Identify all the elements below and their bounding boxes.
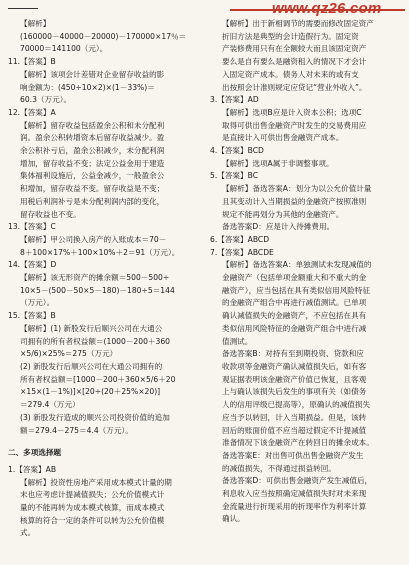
right_lines-line: 确认。 bbox=[222, 514, 245, 524]
right_lines-line: 人的信用评级已提高等），原确认的减值损失 bbox=[222, 400, 371, 410]
left_lines-line: (2) 新股发行后顺兴公司在大通公司拥有的 bbox=[20, 361, 163, 371]
left_lines-line: 【解析】该无形资产的摊余额＝500－500÷ bbox=[20, 273, 170, 283]
right_lines-line: 上与确认该损失后发生的事项有关（如债务 bbox=[222, 387, 367, 397]
left-column bbox=[8, 18, 204, 540]
left_lines-line: 所有者权益额＝[1000－200＋360×5/6＋20 bbox=[20, 374, 176, 384]
right-column bbox=[210, 18, 404, 526]
right_lines-line: 5.【答案】BC bbox=[210, 171, 258, 181]
left_lines-line: 60.3（万元）。 bbox=[20, 95, 72, 105]
left_lines-line: (3) 新股发行造成的顺兴公司投资价值的追加 bbox=[20, 412, 170, 422]
left_lines-line: 11.【答案】B bbox=[8, 57, 56, 67]
right_lines-line: 【解析】备选答案A：划分为以公允价值计量 bbox=[222, 184, 372, 194]
left_lines-line: 12.【答案】A bbox=[8, 107, 56, 117]
left_lines-line: 【解析】留存收益包括盈余公积和未分配利 bbox=[20, 120, 165, 130]
right_lines-line: 利息收入应当按照确定减值损失时对未来现 bbox=[222, 489, 367, 499]
left_lines-line: 余公积补亏后，盈余公积减少，未分配利润 bbox=[20, 146, 165, 156]
right_lines-line: 4.【答案】BCD bbox=[210, 146, 264, 156]
left_lines-line: 集体福利设施后，公益金减少，一般盈余公 bbox=[20, 171, 165, 181]
left_tail_lines-line: 【解析】投资性房地产采用成本模式计量的期 bbox=[20, 477, 172, 487]
section-heading: 二、多项选择题 bbox=[8, 448, 62, 458]
left_lines-line: 留存收益也不变。 bbox=[20, 209, 81, 219]
right_lines-line: 3.【答案】AD bbox=[210, 95, 259, 105]
right_lines-line: 规定不能再划分为其他的金融资产。 bbox=[222, 209, 344, 219]
left_lines-line: 10×5－(500－50×5－180)－180÷5＝144 bbox=[20, 285, 175, 295]
left_tail_lines-line: 式。 bbox=[20, 528, 36, 538]
right_lines-line: 折旧方法是典型的会计造假行为。固定资 bbox=[222, 31, 359, 41]
right_lines-line: 观证据表明该金融资产价值已恢复，且客观 bbox=[222, 374, 367, 384]
left_lines-line: ×5/6)×25%＝275（万元） bbox=[20, 349, 118, 359]
left_lines-line: 13.【答案】C bbox=[8, 222, 56, 232]
left_lines-line: 司拥有的所有者权益额＝(1000－200＋360 bbox=[20, 336, 170, 346]
right_lines-line: 回后的账面价值不应当超过假定不计提减值 bbox=[222, 425, 367, 435]
left_tail_lines-line: 1.【答案】AB bbox=[8, 464, 57, 474]
right_lines-line: 金流量进行折现采用的折现率作为利率计算 bbox=[222, 501, 367, 511]
watermark-text: www.qz26.com bbox=[272, 0, 382, 17]
right_lines-line: 类似信用风险特征的金融资产组合中进行减 bbox=[222, 323, 367, 333]
right_lines-line: 要么是自有要么是融资租入的情况下才会计 bbox=[222, 57, 367, 67]
right_lines-line: 备选答案E：对出售可供出售金融资产发生 bbox=[222, 450, 364, 460]
right_lines-line: 【解析】选项B应是计入资本公积；选项C bbox=[222, 107, 362, 117]
right_lines-line: 【解析】出于新相调节的需要而修改固定资产 bbox=[222, 19, 374, 28]
left_lines-line: 【解析】 bbox=[20, 19, 51, 28]
right_lines-line: 是直接计入可供出售金融资产成本。 bbox=[222, 133, 344, 143]
right_lines-line: 且其变动计入当期损益的金融资产按照准则 bbox=[222, 196, 367, 206]
right_lines-line: 金融资产（包括单项金额重大和不重大的金 bbox=[222, 273, 367, 283]
left_lines-line: ＝279.4（万元） bbox=[20, 400, 80, 410]
left_lines-line: 【解析】(1) 新股发行后顺兴公司在大通公 bbox=[20, 323, 163, 333]
left_tail_lines-line: 核算的符合一定的条件可以转为公允价值模 bbox=[20, 515, 165, 525]
right_lines-line: 7.【答案】ABCDE bbox=[210, 247, 274, 257]
right_lines-line: 6.【答案】ABCD bbox=[210, 234, 270, 244]
left_tail_lines-line: 末也应考虑计提减值损失；公允价值模式计 bbox=[20, 490, 165, 500]
right_lines-line: 出按照会计准则规定应贷记“营业外收入”。 bbox=[222, 82, 367, 92]
left_lines-line: 【解析】甲公司换入房产的入账成本＝70－ bbox=[20, 234, 167, 244]
right_lines-line: 产装修费用只有在全额较大而且该固定资产 bbox=[222, 44, 367, 54]
left_lines-line: 积增加，留存收益不变。留存收益是不变； bbox=[20, 184, 165, 194]
left_lines-line: （万元）。 bbox=[20, 298, 55, 308]
left_lines-line: 润。盈余公积转增资本后留存收益减少。盈 bbox=[20, 133, 165, 143]
page-header bbox=[0, 0, 409, 16]
left_lines-line: 【解析】该项会计差错对企业留存收益的影 bbox=[20, 69, 165, 79]
right_lines-line: 确认减值损失的金融资产，不应包括在具有 bbox=[222, 311, 367, 321]
left_lines-line: 15.【答案】B bbox=[8, 311, 56, 321]
left_tail_lines-line: 量的不能再转为成本模式核算，而成本模式 bbox=[20, 503, 165, 513]
right_lines-line: 备选答案D：应是计入待摊费用。 bbox=[222, 222, 335, 232]
header-rule bbox=[8, 8, 38, 9]
left_lines-line: (160000－40000－20000)－170000×17％＝ bbox=[20, 31, 187, 41]
left_lines-line: 响金额为：(450÷10×2)×(1－33%)＝ bbox=[20, 82, 155, 92]
right_lines-line: 【解析】选项A属于非调整事项。 bbox=[222, 158, 334, 168]
right_lines-line: 的金融资产组合中再进行减值测试。已单项 bbox=[222, 298, 367, 308]
left_lines-line: 增加，留存收益不变；法定公益金用于建造 bbox=[20, 158, 165, 168]
left_lines-line: 8＋100×17%＋100×10%＋2＝91（万元）。 bbox=[20, 247, 180, 257]
right_lines-line: 的减值损失，不得通过损益转回。 bbox=[222, 463, 336, 473]
right_lines-line: 备选答案B：对持有至到期投资、贷款和应 bbox=[222, 349, 364, 359]
right_lines-line: 收款项等金融资产确认减值损失后，如有客 bbox=[222, 361, 367, 371]
right_lines-line: 备选答案D：可供出售金融资产发生减值后， bbox=[222, 476, 373, 486]
right_lines-line: 融资产），应当包括在具有类似信用风险特征 bbox=[222, 285, 371, 295]
right_lines-line: 值测试。 bbox=[222, 336, 253, 346]
right_lines-line: 取得可供出售金融资产时发生的交易费用应 bbox=[222, 120, 367, 130]
right_lines-line: 准备情况下该金融资产在转回日的摊余成本。 bbox=[222, 438, 374, 448]
right_lines-line: 【解析】备选答案A：单独测试未发现减值的 bbox=[222, 260, 372, 270]
right_lines-line: 入固定资产成本。债务人对未来的或有支 bbox=[222, 69, 359, 79]
left_lines-line: 额＝279.4－275＝4.4（万元）。 bbox=[20, 425, 133, 435]
left_lines-line: 70000＝141100（元）。 bbox=[20, 44, 108, 54]
right_lines-line: 应当予以转回，计入当期损益。但是，该转 bbox=[222, 412, 367, 422]
left_lines-line: ×15×(1－1%)]×[20÷(20＋25%×20)] bbox=[20, 387, 161, 397]
left_lines-line: 14.【答案】D bbox=[8, 260, 57, 270]
left_lines-line: 用税后利润补亏是未分配利润内部的变化， bbox=[20, 196, 165, 206]
